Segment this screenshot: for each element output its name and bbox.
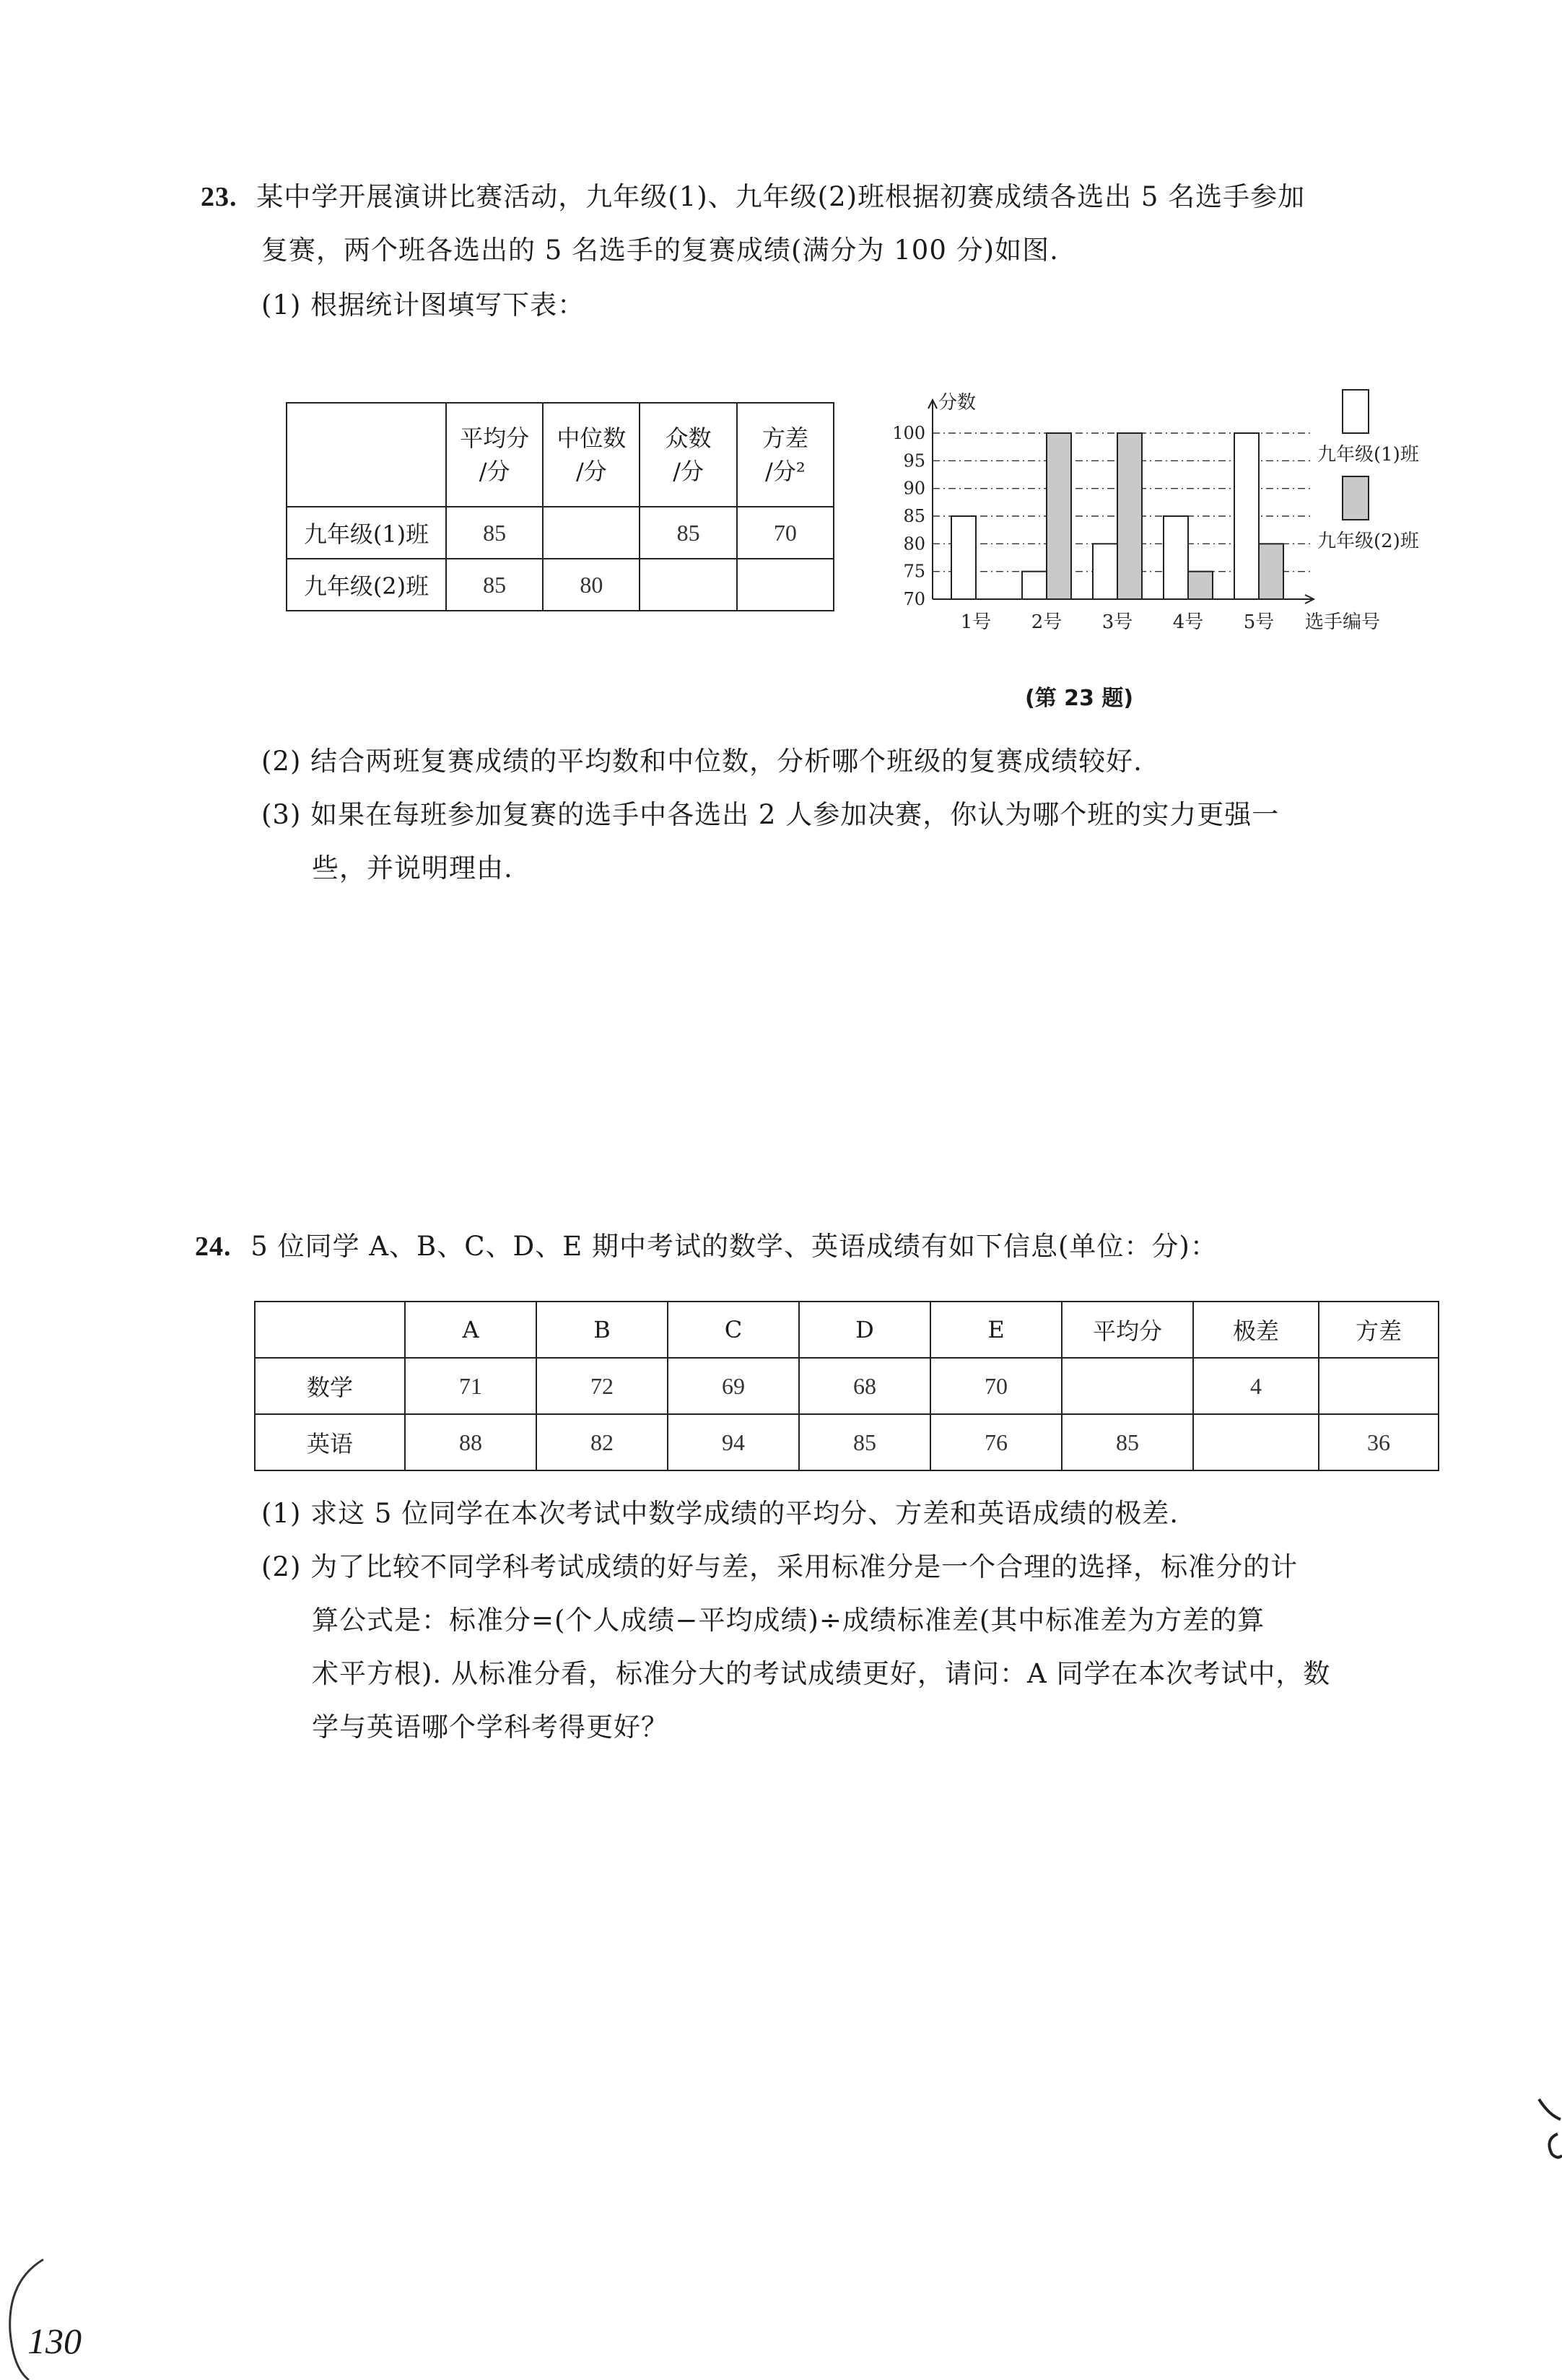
- q23-table-corner: [287, 403, 446, 507]
- q24-cell: [1193, 1414, 1319, 1470]
- y-tick-label: 90: [903, 478, 925, 499]
- q24-row-label: 数学: [255, 1358, 405, 1414]
- y-tick-label: 95: [903, 450, 925, 471]
- q23-number: 23.: [201, 182, 237, 212]
- q24-cell: 76: [930, 1414, 1062, 1470]
- q23-cell: 85: [446, 559, 543, 611]
- q23-part3-line1: (3) 如果在每班参加复赛的选手中各选出 2 人参加决赛，你认为哪个班的实力更强一: [261, 799, 1280, 830]
- q23-header-line1: 平均分: [460, 424, 530, 452]
- q24-header-cell: 方差: [1319, 1302, 1439, 1358]
- q24-part2-line2: 算公式是：标准分=(个人成绩−平均成绩)÷成绩标准差(其中标准差为方差的算: [312, 1605, 1265, 1636]
- q24-cell: 70: [930, 1358, 1062, 1414]
- q23-row-label: 九年级(2)班: [287, 559, 446, 611]
- y-tick-label: 80: [903, 533, 925, 554]
- x-tick-label: 2号: [1031, 611, 1063, 633]
- q24-part2-line1: (2) 为了比较不同学科考试成绩的好与差，采用标准分是一个合理的选择，标准分的计: [261, 1551, 1299, 1582]
- bar-class-2: [1047, 433, 1071, 599]
- q23-header-cell: [640, 403, 736, 507]
- q23-line1: [201, 179, 1305, 215]
- legend-swatch-class-2: [1343, 476, 1369, 520]
- y-tick-label: 100: [892, 423, 925, 443]
- q23-part2: (2) 结合两班复赛成绩的平均数和中位数，分析哪个班级的复赛成绩较好.: [261, 746, 1143, 777]
- q24-header-cell: 平均分: [1062, 1302, 1193, 1358]
- q24-cell: 68: [799, 1358, 930, 1414]
- bar-class-2: [1117, 433, 1142, 599]
- bar-class-1: [1093, 544, 1117, 599]
- bar-class-1: [1022, 572, 1047, 599]
- y-tick-label: 85: [903, 506, 925, 526]
- q24-table-corner: [255, 1302, 405, 1358]
- y-tick-label: 75: [903, 561, 925, 582]
- q23-cell: [640, 559, 736, 611]
- q24-cell: 69: [668, 1358, 799, 1414]
- q24-cell: 72: [536, 1358, 668, 1414]
- x-tick-label: 1号: [960, 611, 992, 633]
- x-axis-label: 选手编号: [1305, 611, 1381, 633]
- q23-row-label: 九年级(1)班: [287, 507, 446, 559]
- q24-cell: 82: [536, 1414, 668, 1470]
- q23-cell: [543, 507, 640, 559]
- q24-part2-line3: 术平方根). 从标准分看，标准分大的考试成绩更好，请问：A 同学在本次考试中，数: [312, 1658, 1331, 1689]
- q23-bar-chart: [866, 383, 1472, 650]
- q24-cell: [1062, 1358, 1193, 1414]
- legend-label-class-2: 九年级(2)班: [1317, 531, 1419, 552]
- q24-cell: 36: [1319, 1414, 1439, 1470]
- y-axis-label: 分数: [938, 392, 977, 414]
- q24-cell: 71: [405, 1358, 536, 1414]
- q24-header-cell: 极差: [1193, 1302, 1319, 1358]
- q24-header-cell: B: [536, 1302, 668, 1358]
- q23-caption: (第 23 题): [1025, 686, 1134, 711]
- q23-table: [286, 402, 834, 611]
- q24-part2-line4: 学与英语哪个学科考得更好？: [312, 1712, 668, 1743]
- q24-row-label: 英语: [255, 1414, 405, 1470]
- q23-part1: (1) 根据统计图填写下表：: [261, 289, 585, 321]
- q24-header-cell: A: [405, 1302, 536, 1358]
- q23-cell: 80: [543, 559, 640, 611]
- q24-cell: 94: [668, 1414, 799, 1470]
- q23-text-1: 某中学开展演讲比赛活动，九年级(1)、九年级(2)班根据初赛成绩各选出 5 名选手参加: [256, 181, 1306, 212]
- q24-cell: 85: [799, 1414, 930, 1470]
- page-number: 130: [27, 2321, 82, 2361]
- q24-header-cell: C: [668, 1302, 799, 1358]
- q24-intro: 5 位同学 A、B、C、D、E 期中考试的数学、英语成绩有如下信息(单位：分)：: [250, 1231, 1218, 1262]
- q23-header-line2: /分: [575, 458, 607, 485]
- bar-class-1: [951, 516, 976, 599]
- q23-cell: 85: [446, 507, 543, 559]
- q23-header-cell: [737, 403, 834, 507]
- q23-header-line2: /分: [673, 458, 704, 485]
- q24-number: 24.: [195, 1232, 232, 1262]
- q24-cell: [1319, 1358, 1439, 1414]
- x-tick-label: 4号: [1172, 611, 1204, 633]
- q23-cell: [737, 559, 834, 611]
- q23-header-line1: 方差: [762, 424, 808, 452]
- q24-intro-line: [195, 1229, 1218, 1265]
- q24-header-cell: D: [799, 1302, 930, 1358]
- bar-class-2: [1259, 544, 1283, 599]
- q24-cell: 88: [405, 1414, 536, 1470]
- q24-part1: (1) 求这 5 位同学在本次考试中数学成绩的平均分、方差和英语成绩的极差.: [261, 1498, 1179, 1529]
- q24-table: [254, 1301, 1439, 1471]
- q23-line2: 复赛，两个班各选出的 5 名选手的复赛成绩(满分为 100 分)如图.: [261, 235, 1059, 266]
- y-tick-label: 70: [903, 589, 925, 609]
- x-tick-label: 5号: [1243, 611, 1275, 633]
- q24-cell: 4: [1193, 1358, 1319, 1414]
- q23-part3-line2: 些，并说明理由.: [312, 853, 513, 884]
- q23-cell: 70: [737, 507, 834, 559]
- edge-mark-icon: [1536, 2093, 1562, 2166]
- bar-class-1: [1164, 516, 1188, 599]
- legend-label-class-1: 九年级(1)班: [1317, 444, 1419, 466]
- bar-class-2: [1188, 572, 1213, 599]
- x-tick-label: 3号: [1101, 611, 1133, 633]
- q23-cell: 85: [640, 507, 736, 559]
- q24-cell: 85: [1062, 1414, 1193, 1470]
- q24-header-cell: E: [930, 1302, 1062, 1358]
- q23-header-line1: 中位数: [557, 424, 627, 452]
- q23-header-line2: /分: [479, 458, 510, 485]
- bar-class-1: [1234, 433, 1259, 599]
- q23-header-line1: 众数: [665, 424, 712, 452]
- q23-header-line2: /分²: [765, 458, 806, 485]
- q23-header-cell: [446, 403, 543, 507]
- legend-swatch-class-1: [1343, 390, 1369, 433]
- q23-header-cell: [543, 403, 640, 507]
